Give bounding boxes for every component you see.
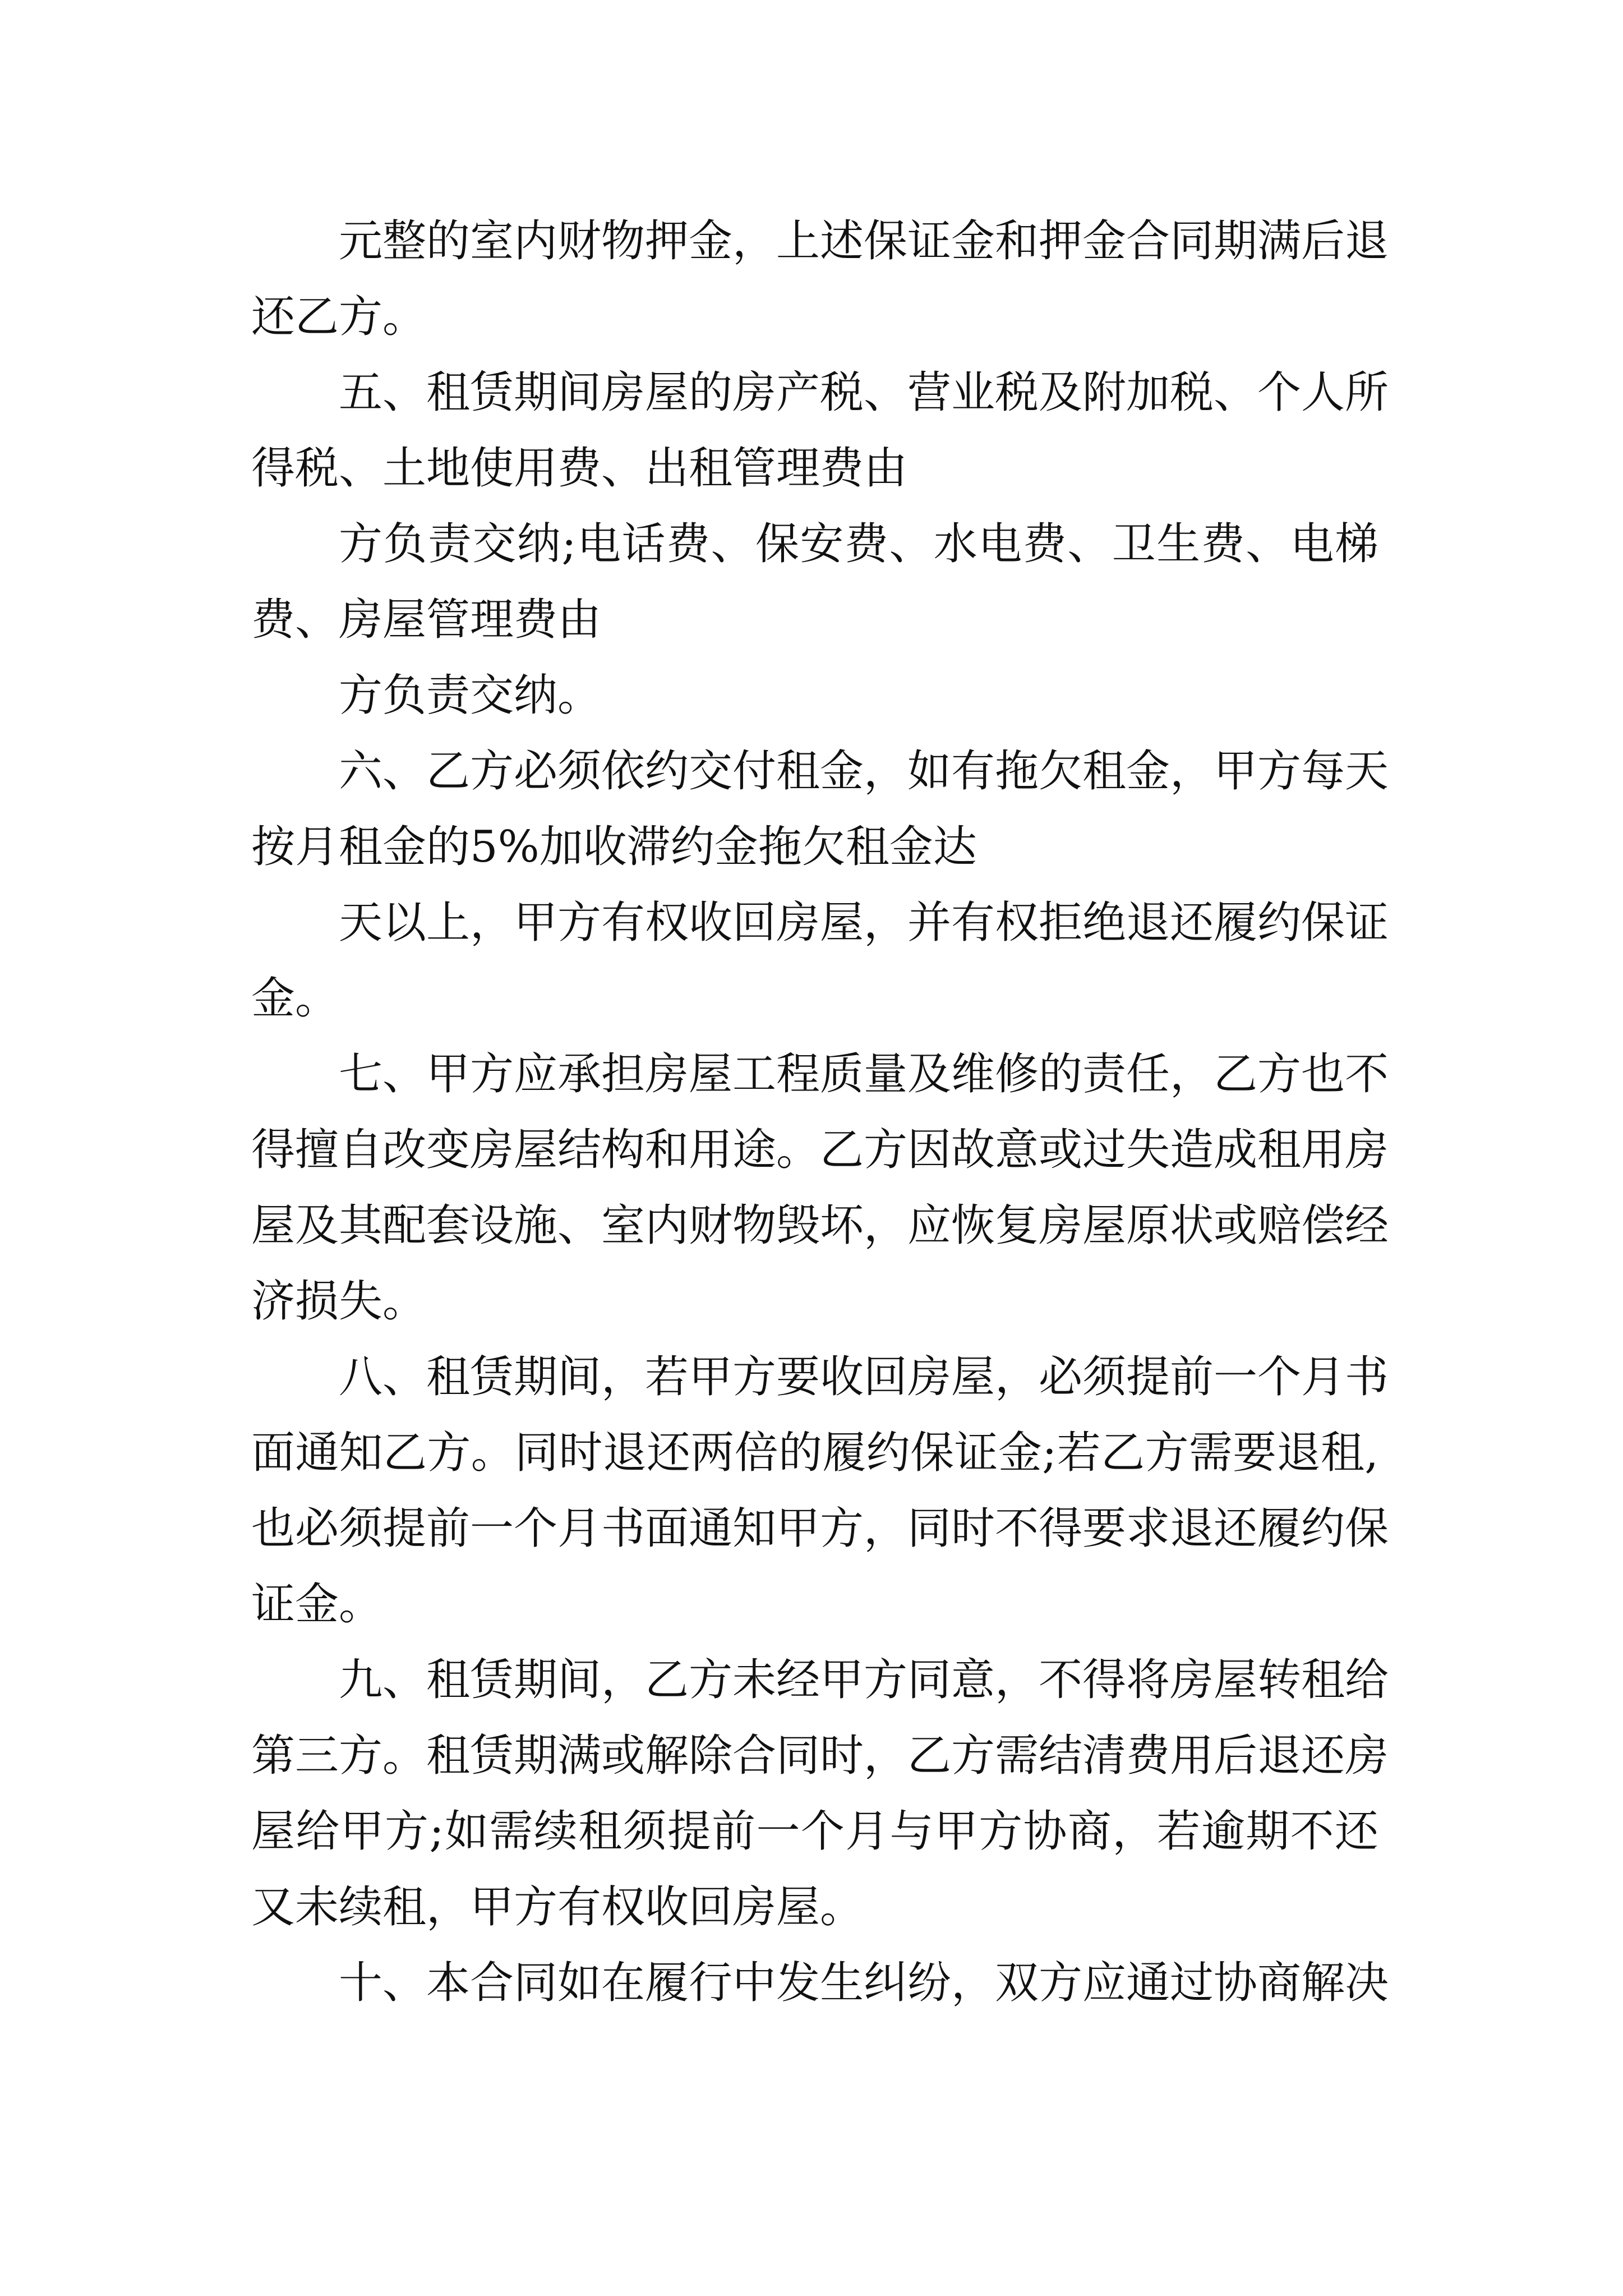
text-line-12: 七、甲方应承担房屋工程质量及维修的责任，乙方也不	[339, 1049, 1389, 1099]
text-line-1: 元整的室内财物押金，上述保证金和押金合同期满后退	[339, 216, 1389, 266]
text-line-5: 方负责交纳;电话费、保安费、水电费、卫生费、电梯	[339, 519, 1378, 569]
text-line-7: 方负责交纳。	[339, 670, 602, 721]
text-line-6: 费、房屋管理费由	[251, 595, 602, 645]
text-line-18: 也必须提前一个月书面通知甲方，同时不得要求退还履约保	[251, 1503, 1389, 1554]
text-line-17: 面通知乙方。同时退还两倍的履约保证金;若乙方需要退租,	[251, 1428, 1378, 1478]
text-line-9: 按月租金的5%加收滞约金拖欠租金达	[251, 822, 977, 872]
text-line-2: 还乙方。	[251, 292, 427, 342]
text-line-23: 又未续租，甲方有权收回房屋。	[251, 1882, 864, 1932]
text-line-20: 九、租赁期间，乙方未经甲方同意，不得将房屋转租给	[339, 1655, 1389, 1705]
text-line-10: 天以上，甲方有权收回房屋，并有权拒绝退还履约保证	[339, 898, 1389, 948]
text-line-8: 六、乙方必须依约交付租金，如有拖欠租金，甲方每天	[339, 746, 1389, 797]
text-line-15: 济损失。	[251, 1276, 427, 1327]
text-line-14: 屋及其配套设施、室内财物毁坏，应恢复房屋原状或赔偿经	[251, 1200, 1389, 1251]
text-line-19: 证金。	[251, 1579, 383, 1630]
text-line-16: 八、租赁期间，若甲方要收回房屋，必须提前一个月书	[339, 1352, 1389, 1402]
text-line-22: 屋给甲方;如需续租须提前一个月与甲方协商，若逾期不还	[251, 1806, 1378, 1857]
text-line-21: 第三方。租赁期满或解除合同时，乙方需结清费用后退还房	[251, 1731, 1389, 1781]
text-line-3: 五、租赁期间房屋的房产税、营业税及附加税、个人所	[339, 367, 1389, 418]
text-line-11: 金。	[251, 973, 339, 1024]
text-line-24: 十、本合同如在履行中发生纠纷，双方应通过协商解决	[339, 1958, 1389, 2008]
text-line-4: 得税、土地使用费、出租管理费由	[251, 443, 908, 494]
text-line-13: 得擅自改变房屋结构和用途。乙方因故意或过失造成租用房	[251, 1125, 1389, 1175]
